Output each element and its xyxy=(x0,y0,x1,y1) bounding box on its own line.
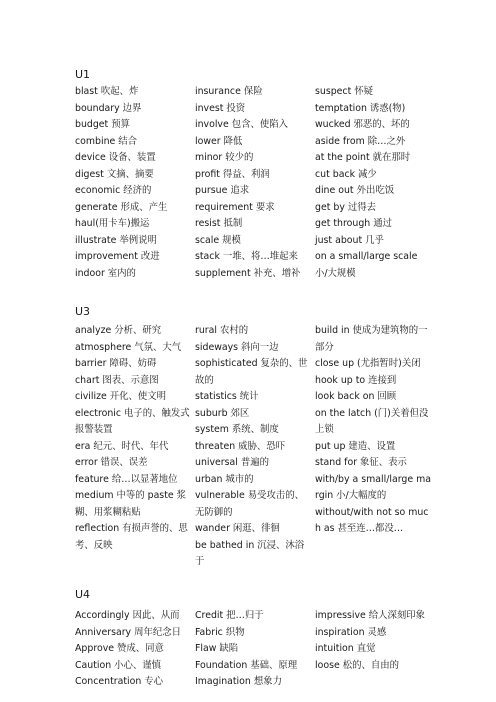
vocab-entry: Foundation 基础、原理 xyxy=(195,659,298,671)
vocab-entry: economic 经济的 xyxy=(75,185,152,196)
vocab-entry: supplement 补充、增补 xyxy=(195,267,301,279)
vocab-entry: temptation 诱惑(物) xyxy=(315,102,406,114)
vocab-column-1 xyxy=(75,323,191,554)
vocab-entry: lower 降低 xyxy=(195,135,243,147)
vocab-entry: with/by a small/large margin 小/大幅度的 xyxy=(315,473,431,501)
vocab-entry: sophisticated 复杂的、世故的 xyxy=(195,358,308,386)
vocab-entry: combine 结合 xyxy=(75,135,138,147)
vocab-entry: statistics 统计 xyxy=(195,391,259,402)
vocab-column-2 xyxy=(195,608,311,691)
vocab-entry: Accordingly 因此、从而 xyxy=(75,610,180,621)
vocab-column-3 xyxy=(315,608,431,674)
vocab-entry: get by 过得去 xyxy=(315,201,376,213)
vocab-entry: boundary 边界 xyxy=(75,102,142,114)
vocab-entry: without/with not so much as 甚至连…都没… xyxy=(315,506,429,534)
vocab-entry: era 纪元、时代、年代 xyxy=(75,440,169,452)
vocab-entry: intuition 直觉 xyxy=(315,643,376,654)
vocab-entry: stack 一堆、将…堆起来 xyxy=(195,251,298,262)
vocab-entry: system 系统、制度 xyxy=(195,424,279,435)
vocab-entry: illustrate 举例说明 xyxy=(75,234,157,246)
vocab-entry: device 设备、装置 xyxy=(75,152,156,163)
vocab-entry: haul(用卡车)搬运 xyxy=(75,218,150,229)
vocab-entry: Credit 把…归于 xyxy=(195,610,264,621)
vocab-entry: suspect 怀疑 xyxy=(315,86,373,97)
vocab-entry: close up (尤指暂时)关闭 xyxy=(315,358,421,369)
vocab-entry: urban 城市的 xyxy=(195,473,254,485)
vocab-entry: sideways 斜向一边 xyxy=(195,341,279,353)
vocab-entry: universal 普遍的 xyxy=(195,457,269,468)
vocab-entry: build in 使成为建筑物的一部分 xyxy=(315,325,428,353)
vocab-entry: profit 得益、利润 xyxy=(195,168,270,180)
vocab-entry: analyze 分析、研究 xyxy=(75,325,162,336)
vocab-entry: cut back 减少 xyxy=(315,168,377,180)
vocab-entry: feature 给…以显著地位 xyxy=(75,473,178,485)
vocab-entry: impressive 给人深刻印象 xyxy=(315,610,426,621)
vocab-entry: indoor 室内的 xyxy=(75,267,136,279)
vocab-entry: stand for 象征、表示 xyxy=(315,457,407,468)
vocab-column-2 xyxy=(195,84,311,282)
vocab-entry: chart 图表、示意图 xyxy=(75,374,159,386)
vocab-entry: Approve 赞成、同意 xyxy=(75,643,164,654)
vocab-entry: insurance 保险 xyxy=(195,86,263,97)
vocab-entry: requirement 要求 xyxy=(195,201,275,213)
vocab-entry: pursue 追求 xyxy=(195,185,250,196)
vocab-entry: Anniversary 周年纪念日 xyxy=(75,626,181,638)
vocab-entry: improvement 改进 xyxy=(75,251,160,262)
vocab-entry: invest 投资 xyxy=(195,102,246,114)
vocab-entry: get through 通过 xyxy=(315,218,392,229)
vocab-entry: loose 松的、自由的 xyxy=(315,659,399,671)
vocab-entry: generate 形成、产生 xyxy=(75,201,168,213)
vocab-entry: blast 吹起、炸 xyxy=(75,86,139,97)
vocab-column-3 xyxy=(315,323,431,538)
vocab-entry: on the latch (门)关着但没上锁 xyxy=(315,407,429,435)
vocab-entry: vulnerable 易受攻击的、无防御的 xyxy=(195,490,304,518)
vocab-section-u4 xyxy=(75,608,435,698)
vocab-column-1 xyxy=(75,608,191,691)
vocab-entry: rural 农村的 xyxy=(195,325,249,336)
vocab-section-u1 xyxy=(75,84,435,284)
vocab-entry: Caution 小心、谨慎 xyxy=(75,659,162,671)
vocab-entry: civilize 开化、使文明 xyxy=(75,391,167,402)
unit-heading-u1: U1 xyxy=(75,68,91,81)
vocab-entry: resist 抵制 xyxy=(195,218,243,229)
vocab-entry: Imagination 想象力 xyxy=(195,676,282,687)
vocab-entry: medium 中等的 paste 浆糊、用浆糊粘贴 xyxy=(75,490,186,518)
vocab-entry: barrier 障碍、妨碍 xyxy=(75,358,157,369)
vocab-entry: wander 闲逛、徘徊 xyxy=(195,523,280,534)
vocab-entry: involve 包含、使陷入 xyxy=(195,119,288,130)
vocab-entry: digest 文摘、摘要 xyxy=(75,168,154,180)
unit-heading-u4: U4 xyxy=(75,588,91,601)
unit-heading-u3: U3 xyxy=(75,305,91,318)
vocab-entry: Fabric 织物 xyxy=(195,626,245,638)
vocab-column-1 xyxy=(75,84,191,282)
vocab-section-u3 xyxy=(75,323,435,567)
vocab-entry: minor 较少的 xyxy=(195,152,254,163)
vocab-entry: aside from 除…之外 xyxy=(315,135,406,147)
vocab-entry: budget 预算 xyxy=(75,119,130,130)
vocab-entry: hook up to 连接到 xyxy=(315,374,397,386)
vocab-entry: inspiration 灵感 xyxy=(315,626,387,638)
vocab-entry: at the point 就在那时 xyxy=(315,152,411,163)
vocab-entry: suburb 郊区 xyxy=(195,407,250,419)
vocab-entry: reflection 有损声誉的、思考、反映 xyxy=(75,523,188,551)
vocab-entry: look back on 回顾 xyxy=(315,391,397,402)
vocab-entry: error 错误、误差 xyxy=(75,457,148,468)
vocab-column-2 xyxy=(195,323,311,571)
vocab-column-3 xyxy=(315,84,431,282)
vocab-entry: atmosphere 气氛、大气 xyxy=(75,341,182,353)
vocab-entry: put up 建造、设置 xyxy=(315,440,396,452)
vocab-entry: Flaw 缺陷 xyxy=(195,643,239,654)
vocab-entry: be bathed in 沉浸、沐浴于 xyxy=(195,539,305,567)
vocab-entry: on a small/large scale 小/大规模 xyxy=(315,251,418,279)
vocab-entry: dine out 外出吃饭 xyxy=(315,185,395,196)
vocab-entry: scale 规模 xyxy=(195,234,241,246)
vocab-entry: wucked 邪恶的、坏的 xyxy=(315,119,410,130)
vocab-entry: just about 几乎 xyxy=(315,234,384,246)
vocab-entry: Concentration 专心 xyxy=(75,676,164,687)
vocab-entry: threaten 威胁、恐吓 xyxy=(195,440,286,452)
vocab-entry: electronic 电子的、触发式报警装置 xyxy=(75,407,190,435)
